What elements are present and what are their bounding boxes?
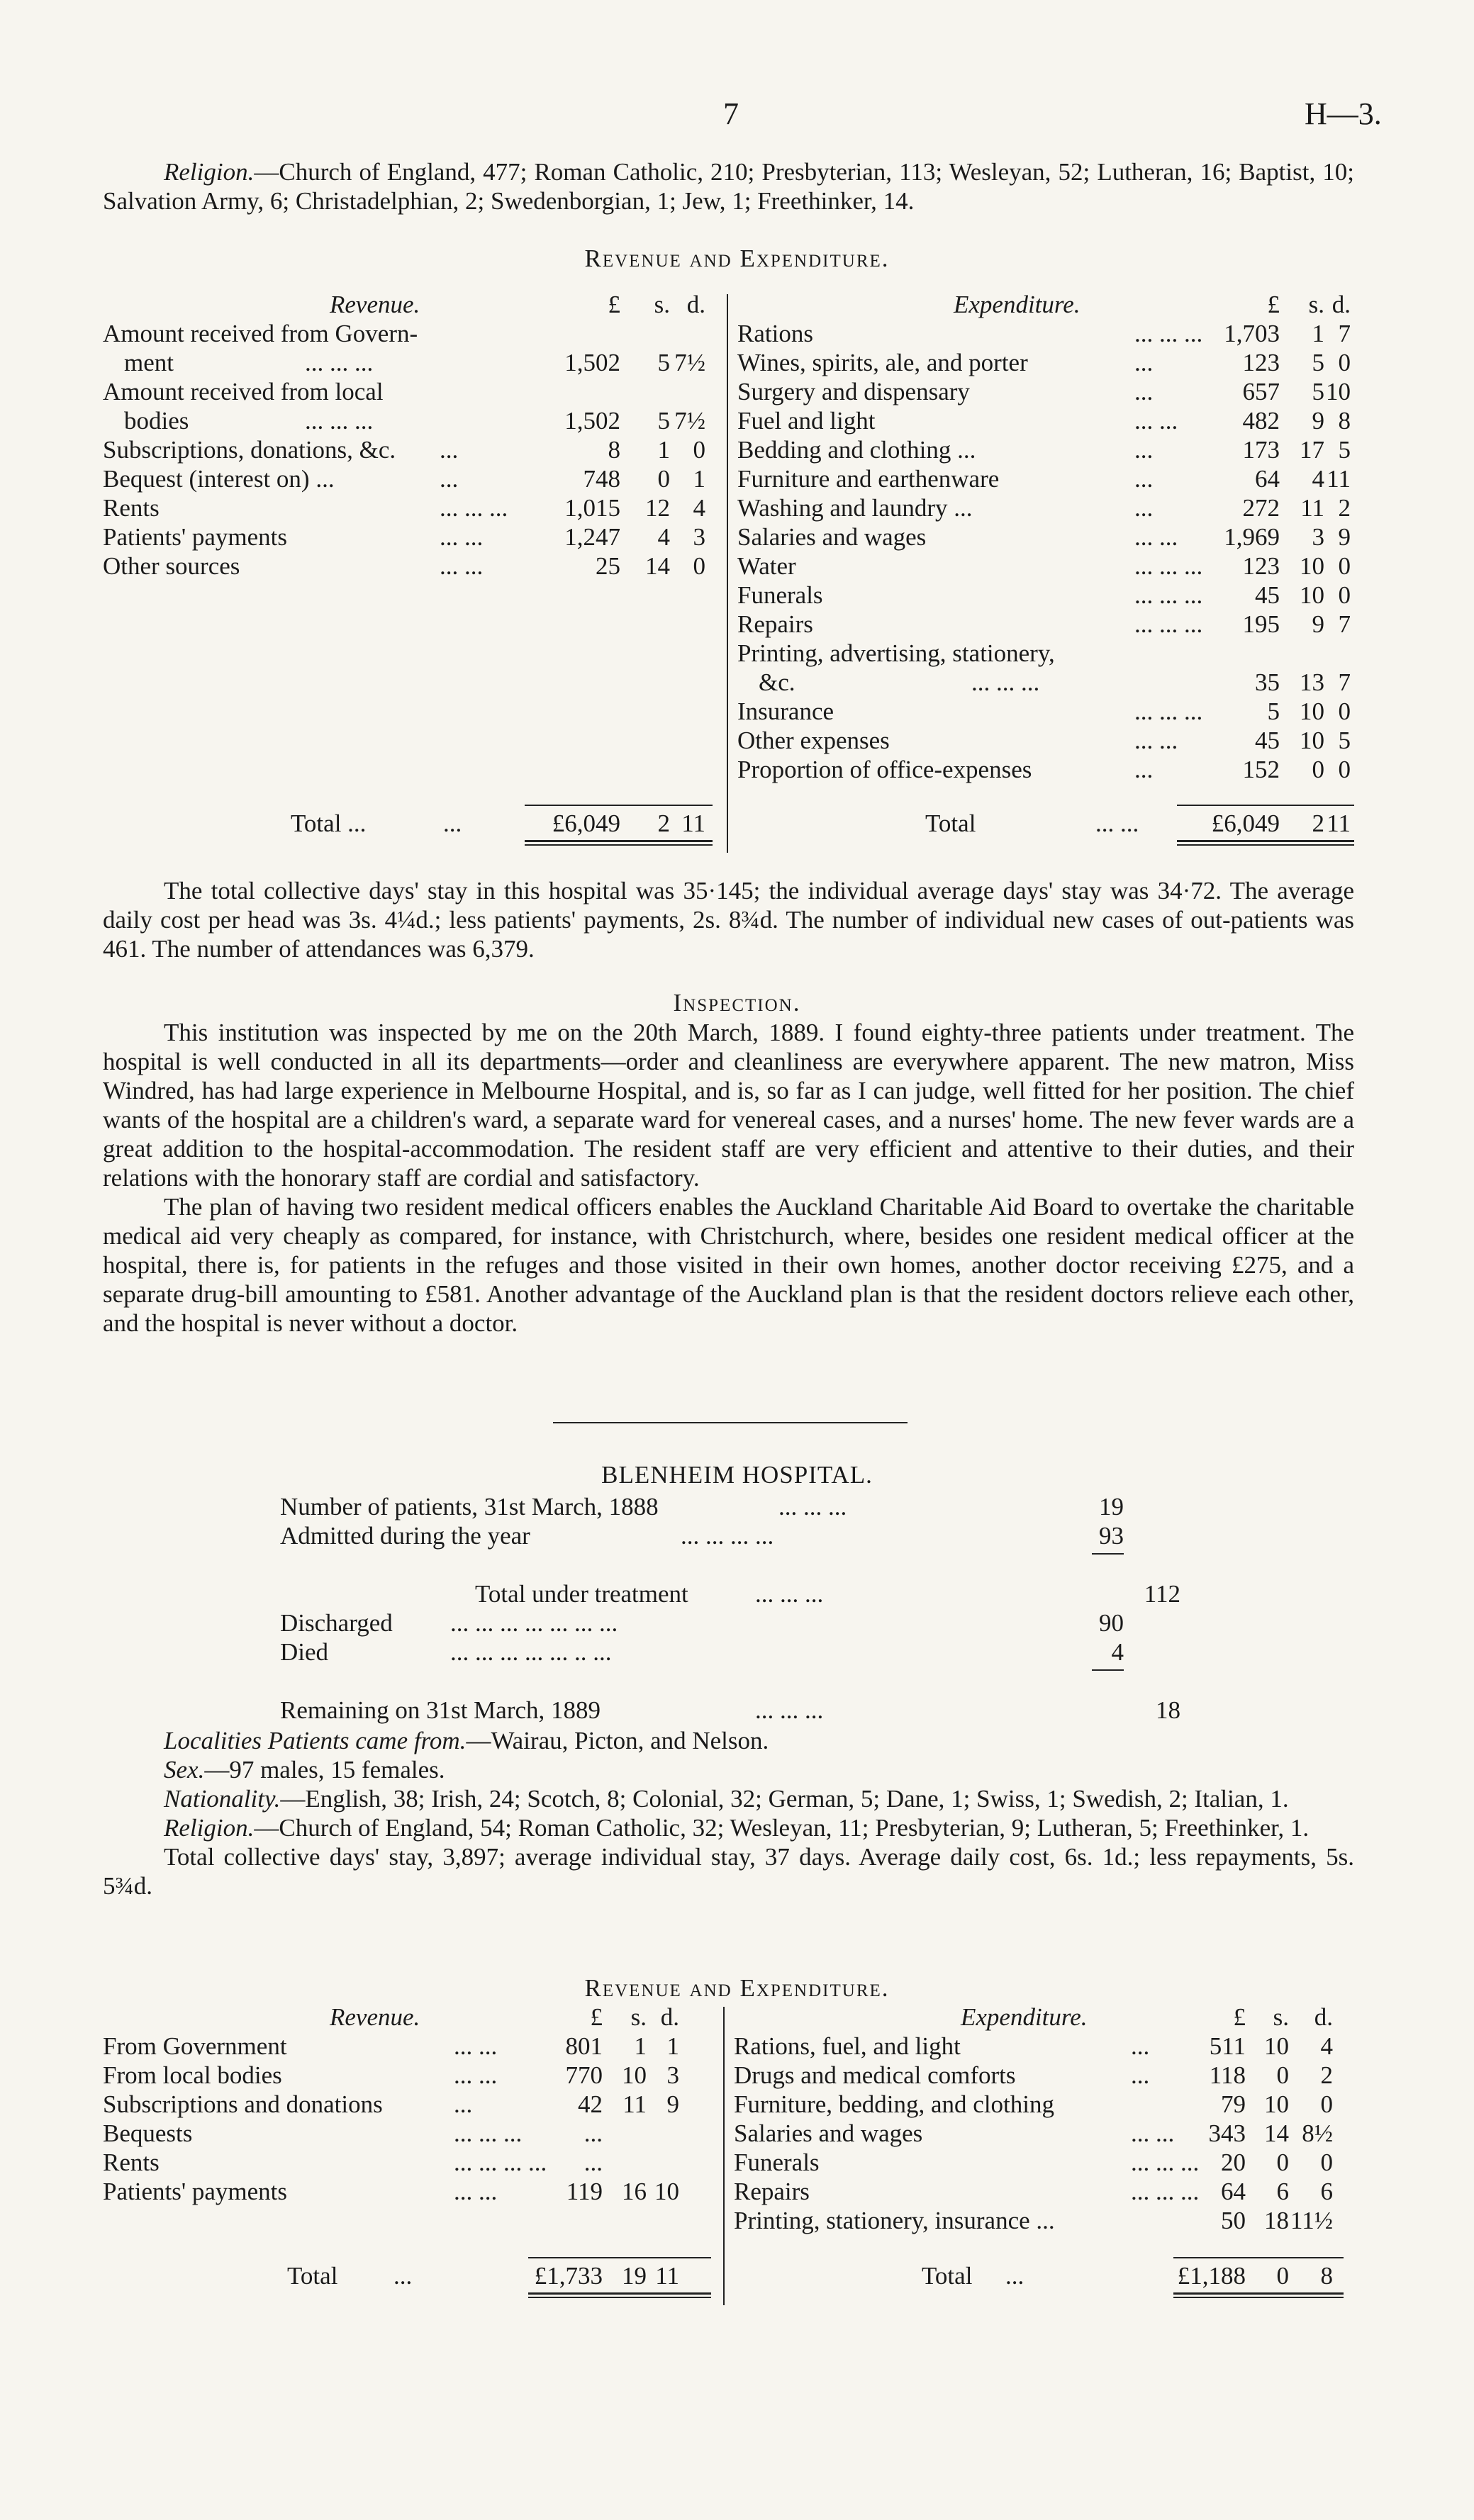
- expenditure-total-double-rule-1: [1177, 840, 1354, 842]
- expenditure-leader-dots: ... ... ...: [1131, 2149, 1200, 2176]
- expenditure-pence: 2: [1338, 494, 1351, 522]
- expenditure-pounds: 123: [1242, 552, 1280, 580]
- expenditure-leader-dots: ...: [1134, 378, 1154, 405]
- nationality-label: Nationality.: [164, 1785, 281, 1813]
- revenue-pounds: ...: [584, 2149, 603, 2176]
- expenditure-shillings: 0: [1276, 2149, 1289, 2176]
- revenue-label: From local bodies: [103, 2061, 282, 2089]
- expenditure-leader-dots: ...: [1134, 436, 1154, 464]
- expenditure-total-pence: 11: [1327, 810, 1351, 837]
- revenue-shillings: 10: [622, 2061, 647, 2089]
- religion-text: —Church of England, 477; Roman Catholic, 210; Presbyterian, 113; Wesleyan, 52; Lutheran, 16; Baptist, 10; Salvation Army, 6; Christadelphian, 2; Swedenborgian, 1; Jew, 1; Freethinker, 14.: [103, 158, 1354, 215]
- expenditure-total-pounds: £1,188: [1177, 2262, 1246, 2290]
- expenditure-pence: 4: [1320, 2032, 1333, 2060]
- revenue-pence: 1: [666, 2032, 679, 2060]
- expenditure-label: Furniture and earthenware: [737, 465, 1000, 493]
- expenditure-pence: 0: [1338, 756, 1351, 783]
- expenditure-pounds: 79: [1221, 2090, 1246, 2118]
- stat-sum-rule: [1092, 1553, 1124, 1555]
- revenue-total-pounds: £1,733: [534, 2262, 603, 2290]
- expenditure-pence: 7: [1338, 668, 1351, 696]
- auckland-days-paragraph: [103, 876, 1354, 963]
- expenditure-pounds: 123: [1242, 349, 1280, 376]
- expenditure-shillings: 18: [1264, 2207, 1289, 2234]
- expenditure-pounds: 272: [1242, 494, 1280, 522]
- expenditure-label: Wines, spirits, ale, and porter: [737, 349, 1028, 376]
- revenue-leader-dots: ...: [440, 465, 459, 493]
- expenditure-pounds: 152: [1242, 756, 1280, 783]
- expenditure-shillings: 10: [1300, 552, 1324, 580]
- column-divider: [723, 2007, 725, 2305]
- revenue-leader-dots: ... ...: [454, 2178, 498, 2205]
- expenditure-label: Proportion of office-expenses: [737, 756, 1032, 783]
- revenue-total-pence: 11: [655, 2262, 679, 2290]
- expenditure-label: Rations, fuel, and light: [734, 2032, 961, 2060]
- expenditure-total-rule: [1173, 2257, 1344, 2258]
- revenue-shillings: 16: [622, 2178, 647, 2205]
- expenditure-pence: 2: [1320, 2061, 1333, 2089]
- expenditure-pence: 0: [1320, 2149, 1333, 2176]
- page-number: 7: [723, 96, 739, 131]
- revenue-pence-header: d.: [660, 2003, 679, 2031]
- revenue-pence: 7½: [674, 349, 705, 376]
- inspection-heading: Inspection.: [673, 989, 801, 1017]
- expenditure-total-rule: [1177, 805, 1354, 806]
- expenditure-shillings: 17: [1300, 436, 1324, 464]
- revenue-total-shillings: 2: [657, 810, 670, 837]
- expenditure-label: Funerals: [737, 581, 823, 609]
- blenheim-rev-exp-heading: Revenue and Expenditure.: [584, 1974, 890, 2002]
- revenue-leader-dots: ...: [440, 436, 459, 464]
- total-treatment-dots: ... ... ...: [755, 1580, 824, 1608]
- expenditure-total-dots: ...: [1005, 2262, 1024, 2290]
- sex-text: —97 males, 15 females.: [204, 1756, 445, 1783]
- outcome-sum-rule: [1092, 1669, 1124, 1671]
- expenditure-total-pounds: £6,049: [1211, 810, 1280, 837]
- revenue-pounds: 42: [578, 2090, 603, 2118]
- expenditure-pounds: 35: [1255, 668, 1280, 696]
- outcome-value: 90: [1099, 1609, 1124, 1637]
- expenditure-leader-dots: ... ...: [1134, 523, 1178, 551]
- revenue-pence: 0: [693, 552, 705, 580]
- revenue-shillings: 0: [657, 465, 670, 493]
- stat-value: 93: [1099, 1522, 1124, 1550]
- expenditure-shillings: 4: [1312, 465, 1324, 493]
- expenditure-pounds: 657: [1242, 378, 1280, 405]
- expenditure-pence: 0: [1338, 349, 1351, 376]
- auckland-rev-exp-heading: Revenue and Expenditure.: [584, 245, 890, 272]
- revenue-total-dots: ...: [393, 2262, 413, 2290]
- revenue-total-label: Total: [287, 2262, 338, 2290]
- expenditure-pence: 7: [1338, 610, 1351, 638]
- revenue-label: Bequests: [103, 2119, 193, 2147]
- revenue-label-cont: bodies: [124, 407, 189, 435]
- revenue-label: Subscriptions, donations, &c.: [103, 436, 396, 464]
- expenditure-pounds: 1,703: [1224, 320, 1280, 347]
- expenditure-leader-dots: ... ...: [1134, 407, 1178, 435]
- expenditure-pence-header: d.: [1331, 291, 1351, 318]
- stat-dots: ... ... ... ...: [681, 1522, 774, 1550]
- expenditure-pound-header: £: [1233, 2003, 1246, 2031]
- expenditure-label: Repairs: [737, 610, 813, 638]
- expenditure-pounds: 64: [1221, 2178, 1246, 2205]
- expenditure-pound-header: £: [1267, 291, 1280, 318]
- expenditure-total-double-rule-1: [1173, 2292, 1344, 2295]
- expenditure-leader-dots: ... ...: [1134, 727, 1178, 754]
- revenue-leader-dots: ... ... ...: [440, 494, 508, 522]
- expenditure-label: Repairs: [734, 2178, 810, 2205]
- expenditure-shillings: 6: [1276, 2178, 1289, 2205]
- expenditure-pence: 11½: [1290, 2207, 1333, 2234]
- expenditure-label: Other expenses: [737, 727, 890, 754]
- expenditure-shillings: 10: [1300, 698, 1324, 725]
- outcome-dots: ... ... ... ... ... ... ...: [450, 1609, 618, 1637]
- inspection-paragraphs: [103, 1018, 1354, 1338]
- expenditure-shillings: 9: [1312, 407, 1324, 435]
- expenditure-leader-dots: ...: [1131, 2032, 1150, 2060]
- revenue-label-cont: ment: [124, 349, 174, 376]
- expenditure-total-double-rule-2: [1173, 2297, 1344, 2298]
- revenue-shillings: 4: [657, 523, 670, 551]
- section-divider: [553, 1422, 908, 1423]
- expenditure-shillings: 14: [1264, 2119, 1289, 2147]
- expenditure-label: Salaries and wages: [737, 523, 927, 551]
- expenditure-label: Water: [737, 552, 796, 580]
- expenditure-label: Salaries and wages: [734, 2119, 923, 2147]
- expenditure-pence: 7: [1338, 320, 1351, 347]
- revenue-leader-dots: ... ...: [440, 552, 484, 580]
- expenditure-label-cont: &c.: [759, 668, 795, 696]
- revenue-total-shillings: 19: [622, 2262, 647, 2290]
- expenditure-shillings: 10: [1300, 727, 1324, 754]
- revenue-heading: Revenue.: [330, 291, 420, 318]
- revenue-heading: Revenue.: [330, 2003, 420, 2031]
- expenditure-leader-dots: ... ... ...: [1134, 610, 1203, 638]
- expenditure-shillings: 10: [1264, 2090, 1289, 2118]
- expenditure-label: Insurance: [737, 698, 834, 725]
- expenditure-total-double-rule-2: [1177, 844, 1354, 846]
- revenue-total-dots: ...: [443, 810, 462, 837]
- stat-label: Number of patients, 31st March, 1888: [280, 1493, 659, 1521]
- auckland-religion: [103, 157, 1354, 215]
- expenditure-heading: Expenditure.: [961, 2003, 1088, 2031]
- stat-dots: ... ... ...: [778, 1493, 847, 1521]
- expenditure-total-pence: 8: [1320, 2262, 1333, 2290]
- expenditure-label: Drugs and medical comforts: [734, 2061, 1016, 2089]
- revenue-pounds: ...: [584, 2119, 603, 2147]
- localities-text: —Wairau, Picton, and Nelson.: [466, 1727, 769, 1754]
- expenditure-leader-dots: ... ... ...: [1134, 320, 1203, 347]
- expenditure-pounds: 45: [1255, 581, 1280, 609]
- expenditure-leader-dots: ...: [1134, 465, 1154, 493]
- revenue-label: Amount received from Govern-: [103, 320, 418, 347]
- revenue-pound-header: £: [590, 2003, 603, 2031]
- expenditure-pounds: 45: [1255, 727, 1280, 754]
- expenditure-label: Surgery and dispensary: [737, 378, 970, 405]
- revenue-total-double-rule-2: [528, 2297, 711, 2298]
- remaining-label: Remaining on 31st March, 1889: [280, 1696, 601, 1724]
- revenue-label: Amount received from local: [103, 378, 384, 405]
- revenue-leader-dots: ... ... ...: [305, 407, 374, 435]
- expenditure-shillings: 11: [1300, 494, 1324, 522]
- inspection-p1: This institution was inspected by me on the 20th March, 1889. I found eighty-three patients under treatment. The hospital is well conducted in all its departments—order and cleanliness are everywhere apparent. The new matron, Miss Windred, has had large experience in Melbourne Hospital, and is, so far as I can judge, well fitted for her position. The chief wants of the hospital are a children's ward, a separate ward for venereal cases, and a nurses' home. The new fever wards are a great addition to the hospital-accommodation. The resident staff are very efficient and attentive to their duties, and their relations with the honorary staff are cordial and satisfactory.: [103, 1019, 1354, 1192]
- expenditure-pounds: 343: [1208, 2119, 1246, 2147]
- expenditure-shillings: 9: [1312, 610, 1324, 638]
- expenditure-pence-header: d.: [1314, 2003, 1333, 2031]
- expenditure-label: Furniture, bedding, and clothing: [734, 2090, 1055, 2118]
- revenue-label: Patients' payments: [103, 2178, 288, 2205]
- revenue-pounds: 801: [565, 2032, 603, 2060]
- outcome-label: Discharged: [280, 1609, 393, 1637]
- revenue-pence: 0: [693, 436, 705, 464]
- revenue-pounds: 1,247: [564, 523, 620, 551]
- revenue-shillings: 14: [645, 552, 670, 580]
- expenditure-leader-dots: ...: [1134, 756, 1154, 783]
- expenditure-leader-dots: ...: [1131, 2061, 1150, 2089]
- revenue-shillings: 1: [634, 2032, 647, 2060]
- revenue-pounds: 25: [596, 552, 620, 580]
- expenditure-total-shillings: 0: [1276, 2262, 1289, 2290]
- expenditure-label: Rations: [737, 320, 813, 347]
- revenue-label: Subscriptions and donations: [103, 2090, 383, 2118]
- revenue-shilling-header: s.: [654, 291, 670, 318]
- sex-label: Sex.: [164, 1756, 205, 1783]
- expenditure-pence: 8½: [1302, 2119, 1333, 2147]
- expenditure-leader-dots: ...: [1134, 349, 1154, 376]
- expenditure-pounds: 5: [1267, 698, 1280, 725]
- expenditure-pounds: 511: [1209, 2032, 1246, 2060]
- expenditure-total-shillings: 2: [1312, 810, 1324, 837]
- revenue-leader-dots: ... ...: [454, 2032, 498, 2060]
- expenditure-pounds: 482: [1242, 407, 1280, 435]
- revenue-pound-header: £: [608, 291, 620, 318]
- revenue-label: Bequest (interest on) ...: [103, 465, 335, 493]
- revenue-pounds: 1,015: [564, 494, 620, 522]
- expenditure-label: Bedding and clothing ...: [737, 436, 976, 464]
- expenditure-shillings: 10: [1300, 581, 1324, 609]
- revenue-pence: 3: [666, 2061, 679, 2089]
- expenditure-heading: Expenditure.: [954, 291, 1081, 318]
- expenditure-shillings: 0: [1312, 756, 1324, 783]
- revenue-pence-header: d.: [686, 291, 705, 318]
- expenditure-label: Fuel and light: [737, 407, 876, 435]
- religion-label: Religion.: [164, 158, 255, 186]
- expenditure-pence: 6: [1320, 2178, 1333, 2205]
- expenditure-pence: 0: [1320, 2090, 1333, 2118]
- expenditure-shillings: 13: [1300, 668, 1324, 696]
- revenue-pounds: 770: [565, 2061, 603, 2089]
- days-text: The total collective days' stay in this hospital was 35·145; the individual average days' stay was 34·72. The average daily cost per head was 3s. 4¼d.; less patients' payments, 2s. 8¾d. The number of individual new cases of out-patients was 461. The number of attendances was 6,379.: [103, 877, 1354, 963]
- outcome-value: 4: [1111, 1638, 1124, 1666]
- expenditure-pence: 0: [1338, 552, 1351, 580]
- revenue-total-double-rule-2: [525, 844, 713, 846]
- page-reference: H—3.: [1305, 96, 1382, 131]
- remaining-dots: ... ... ...: [755, 1696, 824, 1724]
- expenditure-shillings: 0: [1276, 2061, 1289, 2089]
- revenue-leader-dots: ...: [454, 2090, 473, 2118]
- expenditure-shillings: 5: [1312, 349, 1324, 376]
- revenue-shillings: 11: [622, 2090, 647, 2118]
- expenditure-pence: 0: [1338, 698, 1351, 725]
- expenditure-label: Printing, stationery, insurance ...: [734, 2207, 1055, 2234]
- blenheim-title: BLENHEIM HOSPITAL.: [601, 1461, 873, 1489]
- expenditure-pence: 0: [1338, 581, 1351, 609]
- expenditure-total-label: Total: [925, 810, 976, 837]
- expenditure-leader-dots: ... ... ...: [1131, 2178, 1200, 2205]
- revenue-shillings: 5: [657, 349, 670, 376]
- expenditure-label: Washing and laundry ...: [737, 494, 973, 522]
- revenue-label: Rents: [103, 494, 160, 522]
- outcome-label: Died: [280, 1638, 329, 1666]
- expenditure-total-dots: ... ...: [1095, 810, 1139, 837]
- expenditure-leader-dots: ... ... ...: [1134, 581, 1203, 609]
- expenditure-pounds: 64: [1255, 465, 1280, 493]
- total-treatment-value: 112: [1144, 1580, 1180, 1608]
- revenue-pence: 10: [654, 2178, 679, 2205]
- outcome-dots: ... ... ... ... ... .. ...: [450, 1638, 612, 1666]
- stay-text: Total collective days' stay, 3,897; average individual stay, 37 days. Average daily cost, 6s. 1d.; less repayments, 5s. 5¾d.: [103, 1843, 1354, 1900]
- expenditure-shillings: 1: [1312, 320, 1324, 347]
- revenue-total-rule: [528, 2257, 711, 2258]
- revenue-pence: 4: [693, 494, 705, 522]
- expenditure-leader-dots: ... ... ...: [971, 668, 1040, 696]
- expenditure-total-label: Total: [922, 2262, 973, 2290]
- stat-label: Admitted during the year: [280, 1522, 530, 1550]
- revenue-pounds: 8: [608, 436, 620, 464]
- expenditure-label: Funerals: [734, 2149, 820, 2176]
- revenue-pence: 7½: [674, 407, 705, 435]
- revenue-total-label: Total ...: [291, 810, 367, 837]
- revenue-total-double-rule-1: [528, 2292, 711, 2295]
- expenditure-pounds: 50: [1221, 2207, 1246, 2234]
- expenditure-pounds: 118: [1209, 2061, 1246, 2089]
- revenue-leader-dots: ... ... ... ...: [454, 2149, 547, 2176]
- expenditure-leader-dots: ... ... ...: [1134, 698, 1203, 725]
- expenditure-pence: 5: [1338, 727, 1351, 754]
- revenue-total-pence: 11: [681, 810, 705, 837]
- revenue-shilling-header: s.: [630, 2003, 647, 2031]
- revenue-pence: 9: [666, 2090, 679, 2118]
- revenue-leader-dots: ... ... ...: [305, 349, 374, 376]
- blenheim-details: [103, 1726, 1354, 1900]
- expenditure-shillings: 10: [1264, 2032, 1289, 2060]
- expenditure-leader-dots: ...: [1134, 494, 1154, 522]
- revenue-pounds: 1,502: [564, 349, 620, 376]
- remaining-value: 18: [1156, 1696, 1180, 1724]
- localities-label: Localities Patients came from.: [164, 1727, 467, 1754]
- expenditure-shillings: 5: [1312, 378, 1324, 405]
- expenditure-leader-dots: ... ... ...: [1134, 552, 1203, 580]
- revenue-total-rule: [525, 805, 713, 806]
- expenditure-pence: 5: [1338, 436, 1351, 464]
- revenue-leader-dots: ... ...: [440, 523, 484, 551]
- expenditure-pounds: 1,969: [1224, 523, 1280, 551]
- revenue-leader-dots: ... ... ...: [454, 2119, 523, 2147]
- inspection-p2: The plan of having two resident medical officers enables the Auckland Charitable Aid Board to overtake the charitable medical aid very cheaply as compared, for instance, with Christchurch, where, besides one resident medical officer at the hospital, there is, for patients in the refuges and those visited in their own homes, another doctor receiving £275, and a separate drug-bill amounting to £581. Another advantage of the Auckland plan is that the resident doctors relieve each other, and the hospital is never without a doctor.: [103, 1193, 1354, 1337]
- revenue-shillings: 12: [645, 494, 670, 522]
- expenditure-pounds: 173: [1242, 436, 1280, 464]
- revenue-pence: 3: [693, 523, 705, 551]
- revenue-leader-dots: ... ...: [454, 2061, 498, 2089]
- revenue-pence: 1: [693, 465, 705, 493]
- blenheim-religion-text: —Church of England, 54; Roman Catholic, 32; Wesleyan, 11; Presbyterian, 9; Lutheran, 5; Freethinker, 1.: [254, 1814, 1310, 1842]
- revenue-label: Patients' payments: [103, 523, 288, 551]
- revenue-shillings: 5: [657, 407, 670, 435]
- column-divider: [727, 294, 728, 853]
- expenditure-label: Printing, advertising, stationery,: [737, 639, 1055, 667]
- revenue-label: Rents: [103, 2149, 160, 2176]
- revenue-total-double-rule-1: [525, 840, 713, 842]
- expenditure-pounds: 20: [1221, 2149, 1246, 2176]
- revenue-pounds: 748: [583, 465, 620, 493]
- expenditure-shillings: 3: [1312, 523, 1324, 551]
- total-treatment-label: Total under treatment: [475, 1580, 688, 1608]
- revenue-pounds: 1,502: [564, 407, 620, 435]
- revenue-shillings: 1: [657, 436, 670, 464]
- revenue-label: From Government: [103, 2032, 287, 2060]
- stat-value: 19: [1099, 1493, 1124, 1521]
- expenditure-pounds: 195: [1242, 610, 1280, 638]
- blenheim-religion-label: Religion.: [164, 1814, 255, 1842]
- expenditure-pence: 11: [1327, 465, 1351, 493]
- expenditure-pence: 8: [1338, 407, 1351, 435]
- expenditure-pence: 10: [1326, 378, 1351, 405]
- expenditure-leader-dots: ... ...: [1131, 2119, 1175, 2147]
- expenditure-shilling-header: s.: [1308, 291, 1324, 318]
- revenue-pounds: 119: [566, 2178, 603, 2205]
- nationality-text: —English, 38; Irish, 24; Scotch, 8; Colonial, 32; German, 5; Dane, 1; Swiss, 1; Swedish, 2; Italian, 1.: [280, 1785, 1289, 1813]
- revenue-label: Other sources: [103, 552, 240, 580]
- expenditure-shilling-header: s.: [1273, 2003, 1289, 2031]
- expenditure-pence: 9: [1338, 523, 1351, 551]
- revenue-total-pounds: £6,049: [552, 810, 620, 837]
